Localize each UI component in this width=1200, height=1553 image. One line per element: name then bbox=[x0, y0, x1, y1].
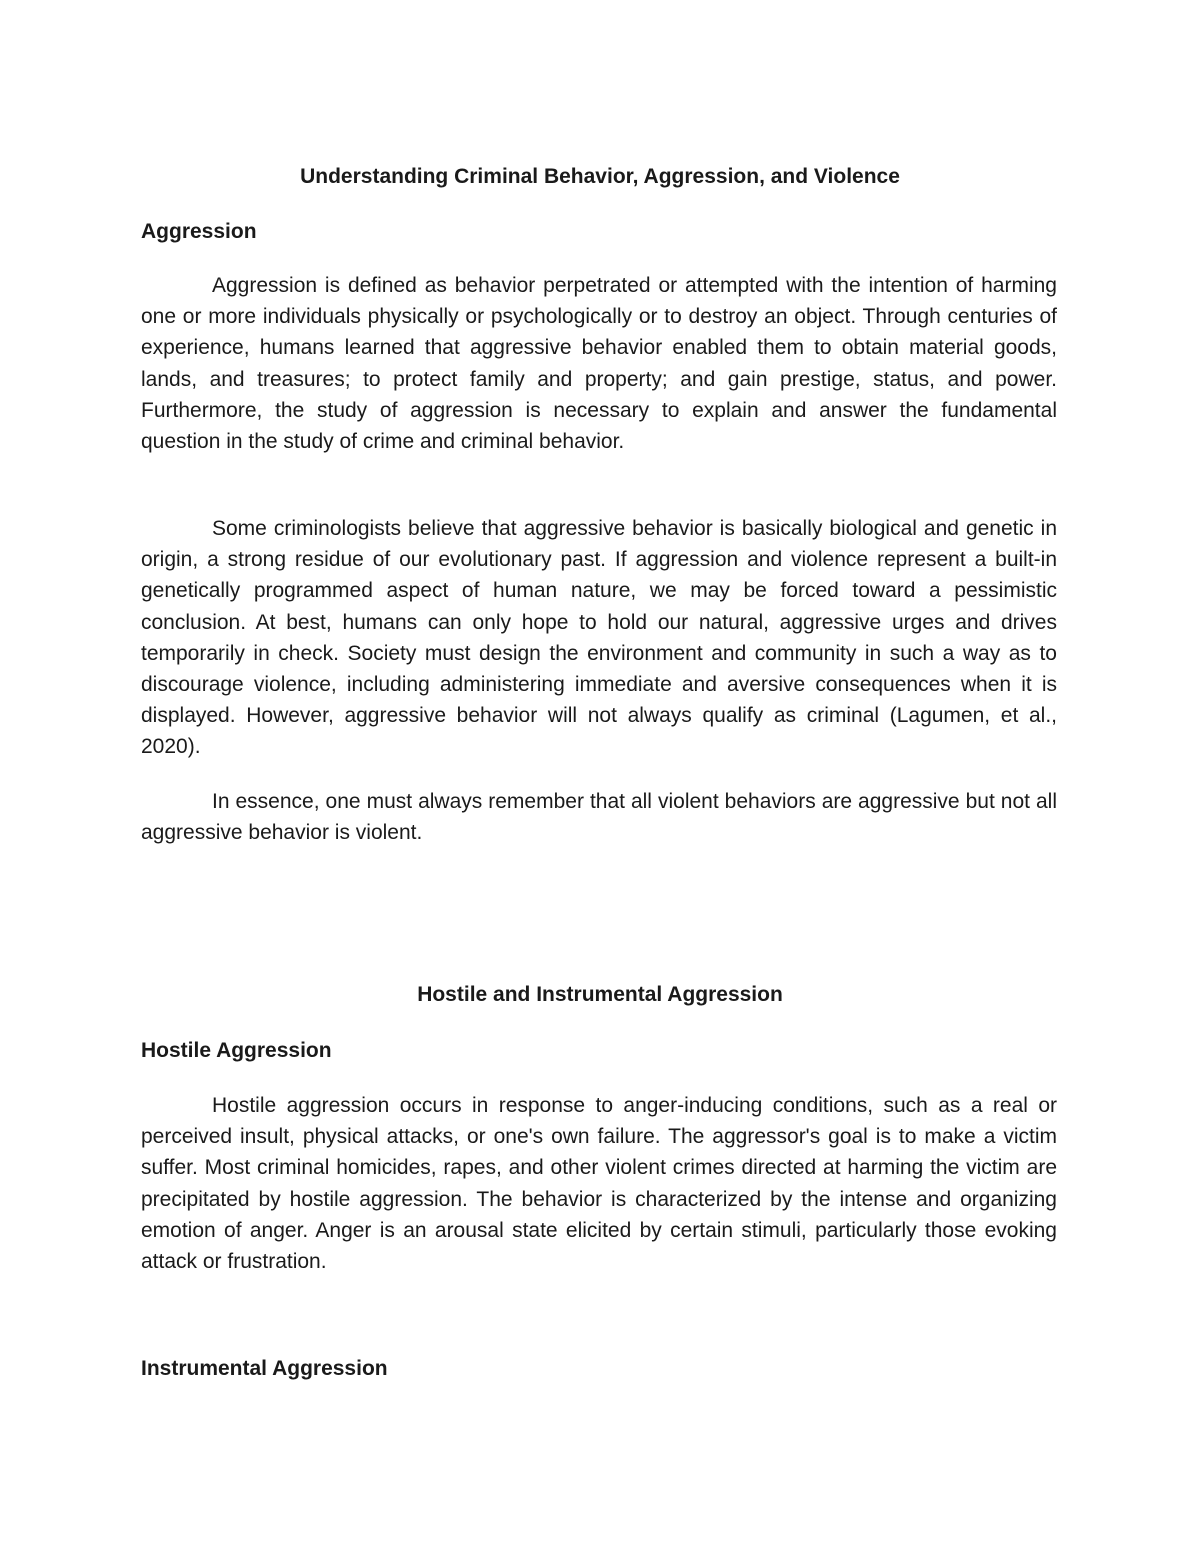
paragraph-hostile-aggression: Hostile aggression occurs in response to anger-inducing conditions, such as a real or perceived insult, physical attacks, or one's own failure. The aggressor's goal is to make a victim suffer. Most criminal homicides, rapes, and other violent crimes directed at harming the victim are precipitated by hostile aggression. The behavior is characterized by the intense and organizing emotion of anger. Anger is an arousal state elicited by certain stimuli, particularly those evoking attack or frustration. bbox=[141, 1094, 1057, 1274]
section-heading-aggression: Aggression bbox=[141, 220, 257, 243]
subheading-hostile-aggression: Hostile Aggression bbox=[141, 1039, 332, 1062]
paragraph-biological-origin: Some criminologists believe that aggressive behavior is basically biological and genetic in origin, a strong residue of our evolutionary past. If aggression and violence represent a built-in genetically programmed aspect of human nature, we may be forced toward a pessimistic conclusion. At best, humans can only hope to hold our natural, aggressive urges and drives temporarily in check. Society must design the environment and community in such a way as to discourage violence, including administering immediate and aversive consequences when it is displayed. However, aggressive behavior will not always qualify as criminal (Lagumen, et al., 2020). bbox=[141, 517, 1057, 759]
subheading-instrumental-aggression: Instrumental Aggression bbox=[141, 1357, 388, 1380]
section-title-hostile-instrumental: Hostile and Instrumental Aggression bbox=[417, 983, 783, 1006]
paragraph-essence: In essence, one must always remember that all violent behaviors are aggressive but not all aggressive behavior is violent. bbox=[141, 790, 1057, 845]
document-title: Understanding Criminal Behavior, Aggression, and Violence bbox=[300, 165, 900, 188]
paragraph-aggression-definition: Aggression is defined as behavior perpetrated or attempted with the intention of harming one or more individuals physically or psychologically or to destroy an object. Through centuries of experience, humans learned that aggressive behavior enabled them to obtain material goods, lands, and treasures; to protect family and property; and gain prestige, status, and power. Furthermore, the study of aggression is necessary to explain and answer the fundamental question in the study of crime and criminal behavior. bbox=[141, 274, 1057, 454]
